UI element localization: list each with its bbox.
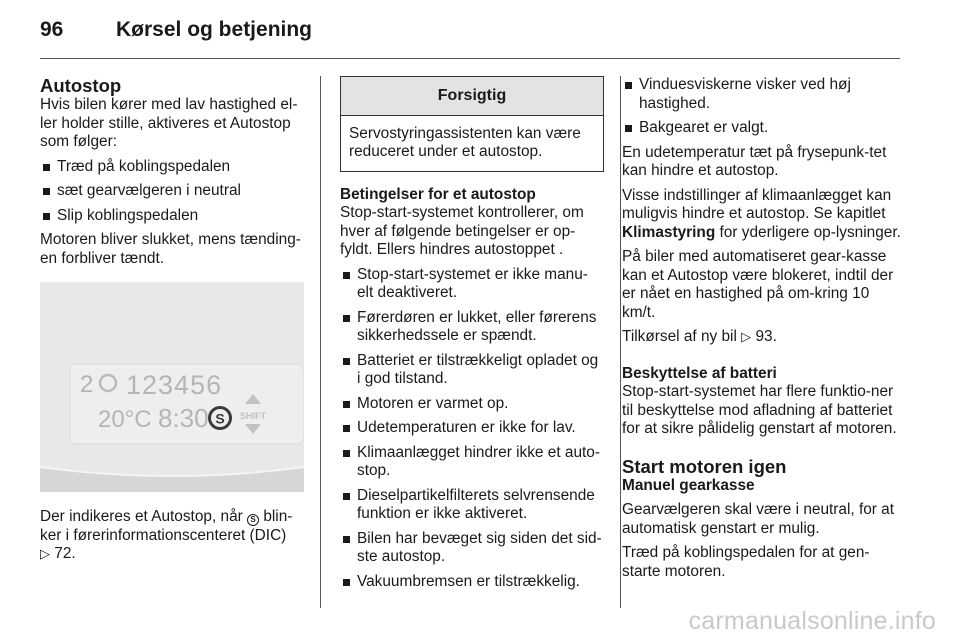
break-in-text: Tilkørsel af ny bil ▷ 93.	[622, 328, 777, 345]
page-title: Kørsel og betjening	[116, 18, 313, 41]
display-time: 8:30	[158, 403, 209, 433]
column-divider-1	[320, 76, 321, 608]
watermark: carmanualsonline.info	[688, 607, 936, 635]
list-item: Udetemperaturen er ikke for lav.	[340, 419, 604, 438]
manual-gearbox-text-2: Træd på koblingspedalen for at gen-starte motoren.	[622, 544, 870, 580]
caution-box	[340, 76, 604, 172]
list-item: Klimaanlægget hindrer ikke et auto-stop.	[340, 444, 604, 481]
list-item: Træd på koblingspedalen	[40, 158, 306, 177]
conditions-list	[340, 266, 604, 592]
column-1	[40, 76, 306, 570]
column-divider-2	[620, 76, 621, 608]
autostop-intro: Hvis bilen kører med lav hastighed el-ler holder stille, aktiveres et Autostop som følger:	[40, 96, 298, 150]
list-item: Vakuumbremsen er tilstrækkelig.	[340, 573, 604, 592]
conditions-intro: Stop-start-systemet kontrollerer, om hver af følgende betingelser er op-fyldt. Ellers hindres autostoppet .	[340, 204, 584, 258]
page-reference-icon: ▷	[741, 329, 752, 344]
climate-text: Visse indstillinger af klimaanlægget kan muligvis hindre et autostop. Se kapitlet Klimastyring for yderligere op-lysninger.	[622, 186, 901, 241]
list-item: Slip koblingspedalen	[40, 207, 306, 226]
display-temperature: 20°C	[98, 406, 152, 433]
svg-text:2: 2	[80, 371, 94, 398]
page-reference: 72.	[54, 545, 76, 562]
page-header	[40, 18, 312, 50]
manual-gearbox-heading: Manuel gearkasse	[622, 476, 755, 494]
battery-text: Stop-start-systemet har flere funktio-ner til beskyttelse mod afladning af batteriet for at sikre pålidelig genstart af motoren.	[622, 383, 897, 437]
list-item: Vinduesviskerne visker ved høj hastighed.	[622, 76, 904, 113]
list-item: Batteriet er tilstrækkeligt opladet og i god tilstand.	[340, 352, 604, 389]
conditions-heading: Betingelser for et autostop	[340, 185, 536, 203]
dic-caption: Der indikeres et Autostop, når S blin-ker i førerinformationscenteret (DIC) ▷ 72.	[40, 508, 293, 562]
header-divider	[40, 58, 900, 59]
column-3	[622, 76, 904, 587]
dic-display-illustration	[40, 282, 304, 492]
caution-text: Servostyringassistenten kan være reduceret under et autostop.	[349, 124, 581, 160]
list-item: Bakgearet er valgt.	[622, 119, 904, 138]
restart-heading: Start motoren igen	[622, 455, 787, 477]
page-reference-icon: ▷	[40, 546, 50, 561]
autostop-symbol-icon: S	[247, 514, 259, 526]
climate-chapter-link: Klimastyring	[622, 223, 716, 241]
battery-heading: Beskyttelse af batteri	[622, 364, 777, 382]
page-number: 96	[40, 18, 64, 41]
dic-display-figure	[40, 282, 304, 492]
display-digits: 123456	[126, 370, 223, 400]
list-item: Stop-start-systemet er ikke manu-elt deaktiveret.	[340, 266, 604, 303]
shift-label: SHIFT	[240, 411, 266, 421]
autostop-heading: Autostop	[40, 75, 122, 96]
svg-text:S: S	[215, 410, 225, 427]
more-conditions-list	[622, 76, 904, 138]
freezing-text: En udetemperatur tæt på frysepunk-tet kan hindre et autostop.	[622, 143, 887, 179]
list-item: Bilen har bevæget sig siden det sid-ste autostop.	[340, 530, 604, 567]
list-item: Motoren er varmet op.	[340, 395, 604, 414]
list-item: sæt gearvælgeren i neutral	[40, 182, 306, 201]
autostop-steps	[40, 158, 306, 226]
automated-gearbox-text: På biler med automatiseret gear-kasse kan et Autostop være blokeret, indtil der er nået en hastighed på om-kring 10 km/t.	[622, 248, 894, 321]
list-item: Dieselpartikelfilterets selvrensende funktion er ikke aktiveret.	[340, 487, 604, 524]
caution-title: Forsigtig	[341, 77, 603, 116]
page-reference: 93.	[755, 328, 777, 345]
manual-gearbox-text-1: Gearvælgeren skal være i neutral, for at automatisk genstart er mulig.	[622, 501, 895, 537]
engine-off-text: Motoren bliver slukket, mens tænding-en forbliver tændt.	[40, 231, 301, 267]
list-item: Førerdøren er lukket, eller førerens sikkerhedssele er spændt.	[340, 309, 604, 346]
column-2	[340, 76, 604, 597]
